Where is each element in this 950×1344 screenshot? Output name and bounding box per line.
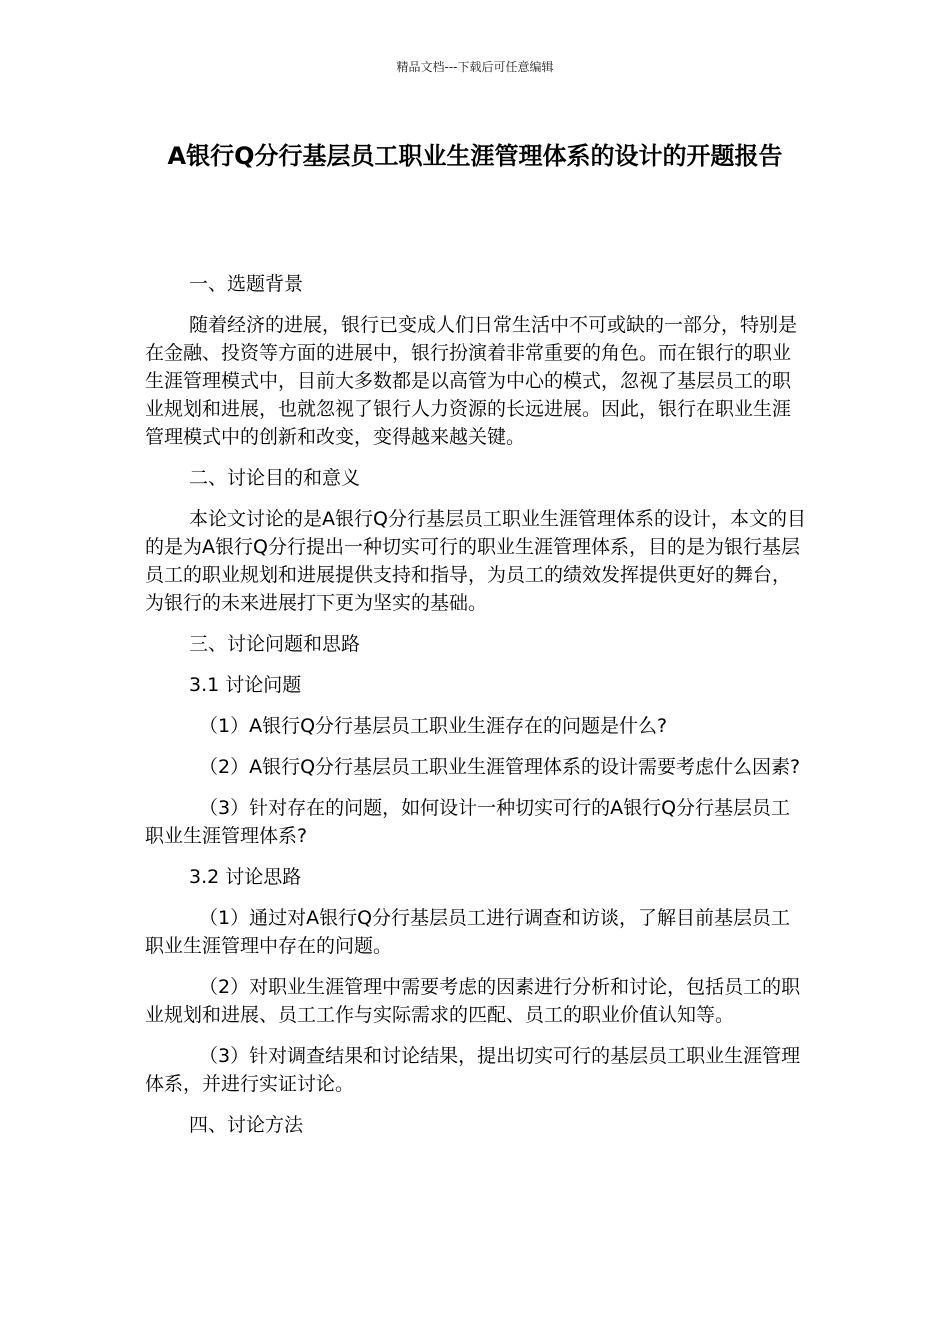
section-heading-methods: 四、讨论方法 [189,1114,304,1136]
subsection-heading-approach: 3.2 讨论思路 [189,866,302,888]
section-heading-questions: 三、讨论问题和思路 [189,633,361,655]
subsection-heading-questions: 3.1 讨论问题 [189,674,302,696]
question-item-2: （2）A银行Q分行基层员工职业生涯管理体系的设计需要考虑什么因素? [199,756,801,778]
document-title: A银行Q分行基层员工职业生涯管理体系的设计的开题报告 [167,142,783,170]
document-body [145,270,807,1152]
page-header-watermark: 精品文档---下载后可任意编辑 [396,60,554,74]
approach-item-2: （2）对职业生涯管理中需要考虑的因素进行分析和讨论，包括员工的职业规划和进展、员工工作与实际需求的匹配、员工的职业价值认知等。 [145,976,801,1026]
question-item-1: （1）A银行Q分行基层员工职业生涯存在的问题是什么? [199,715,668,737]
approach-item-1: （1）通过对A银行Q分行基层员工进行调查和访谈，了解目前基层员工职业生涯管理中存在的问题。 [145,907,791,957]
approach-item-3: （3）针对调查结果和讨论结果，提出切实可行的基层员工职业生涯管理体系，并进行实证讨论。 [145,1045,801,1095]
section-heading-purpose: 二、讨论目的和意义 [189,467,361,489]
section-heading-background: 一、选题背景 [189,273,304,295]
paragraph-purpose: 本论文讨论的是A银行Q分行基层员工职业生涯管理体系的设计，本文的目的是为A银行Q分行提出一种切实可行的职业生涯管理体系，目的是为银行基层员工的职业规划和进展提供支持和指导，为员工的绩效发挥提供更好的舞台，为银行的未来进展打下更为坚实的基础。 [145,508,806,614]
question-item-3: （3）针对存在的问题，如何设计一种切实可行的A银行Q分行基层员工职业生涯管理体系? [145,797,791,847]
paragraph-background: 随着经济的进展，银行已变成人们日常生活中不可或缺的一部分，特别是在金融、投资等方面的进展中，银行扮演着非常重要的角色。而在银行的职业生涯管理模式中，目前大多数都是以高管为中心的模式，忽视了基层员工的职业规划和进展，也就忽视了银行人力资源的长远进展。因此，银行在职业生涯管理模式中的创新和改变，变得越来越关键。 [145,314,798,448]
